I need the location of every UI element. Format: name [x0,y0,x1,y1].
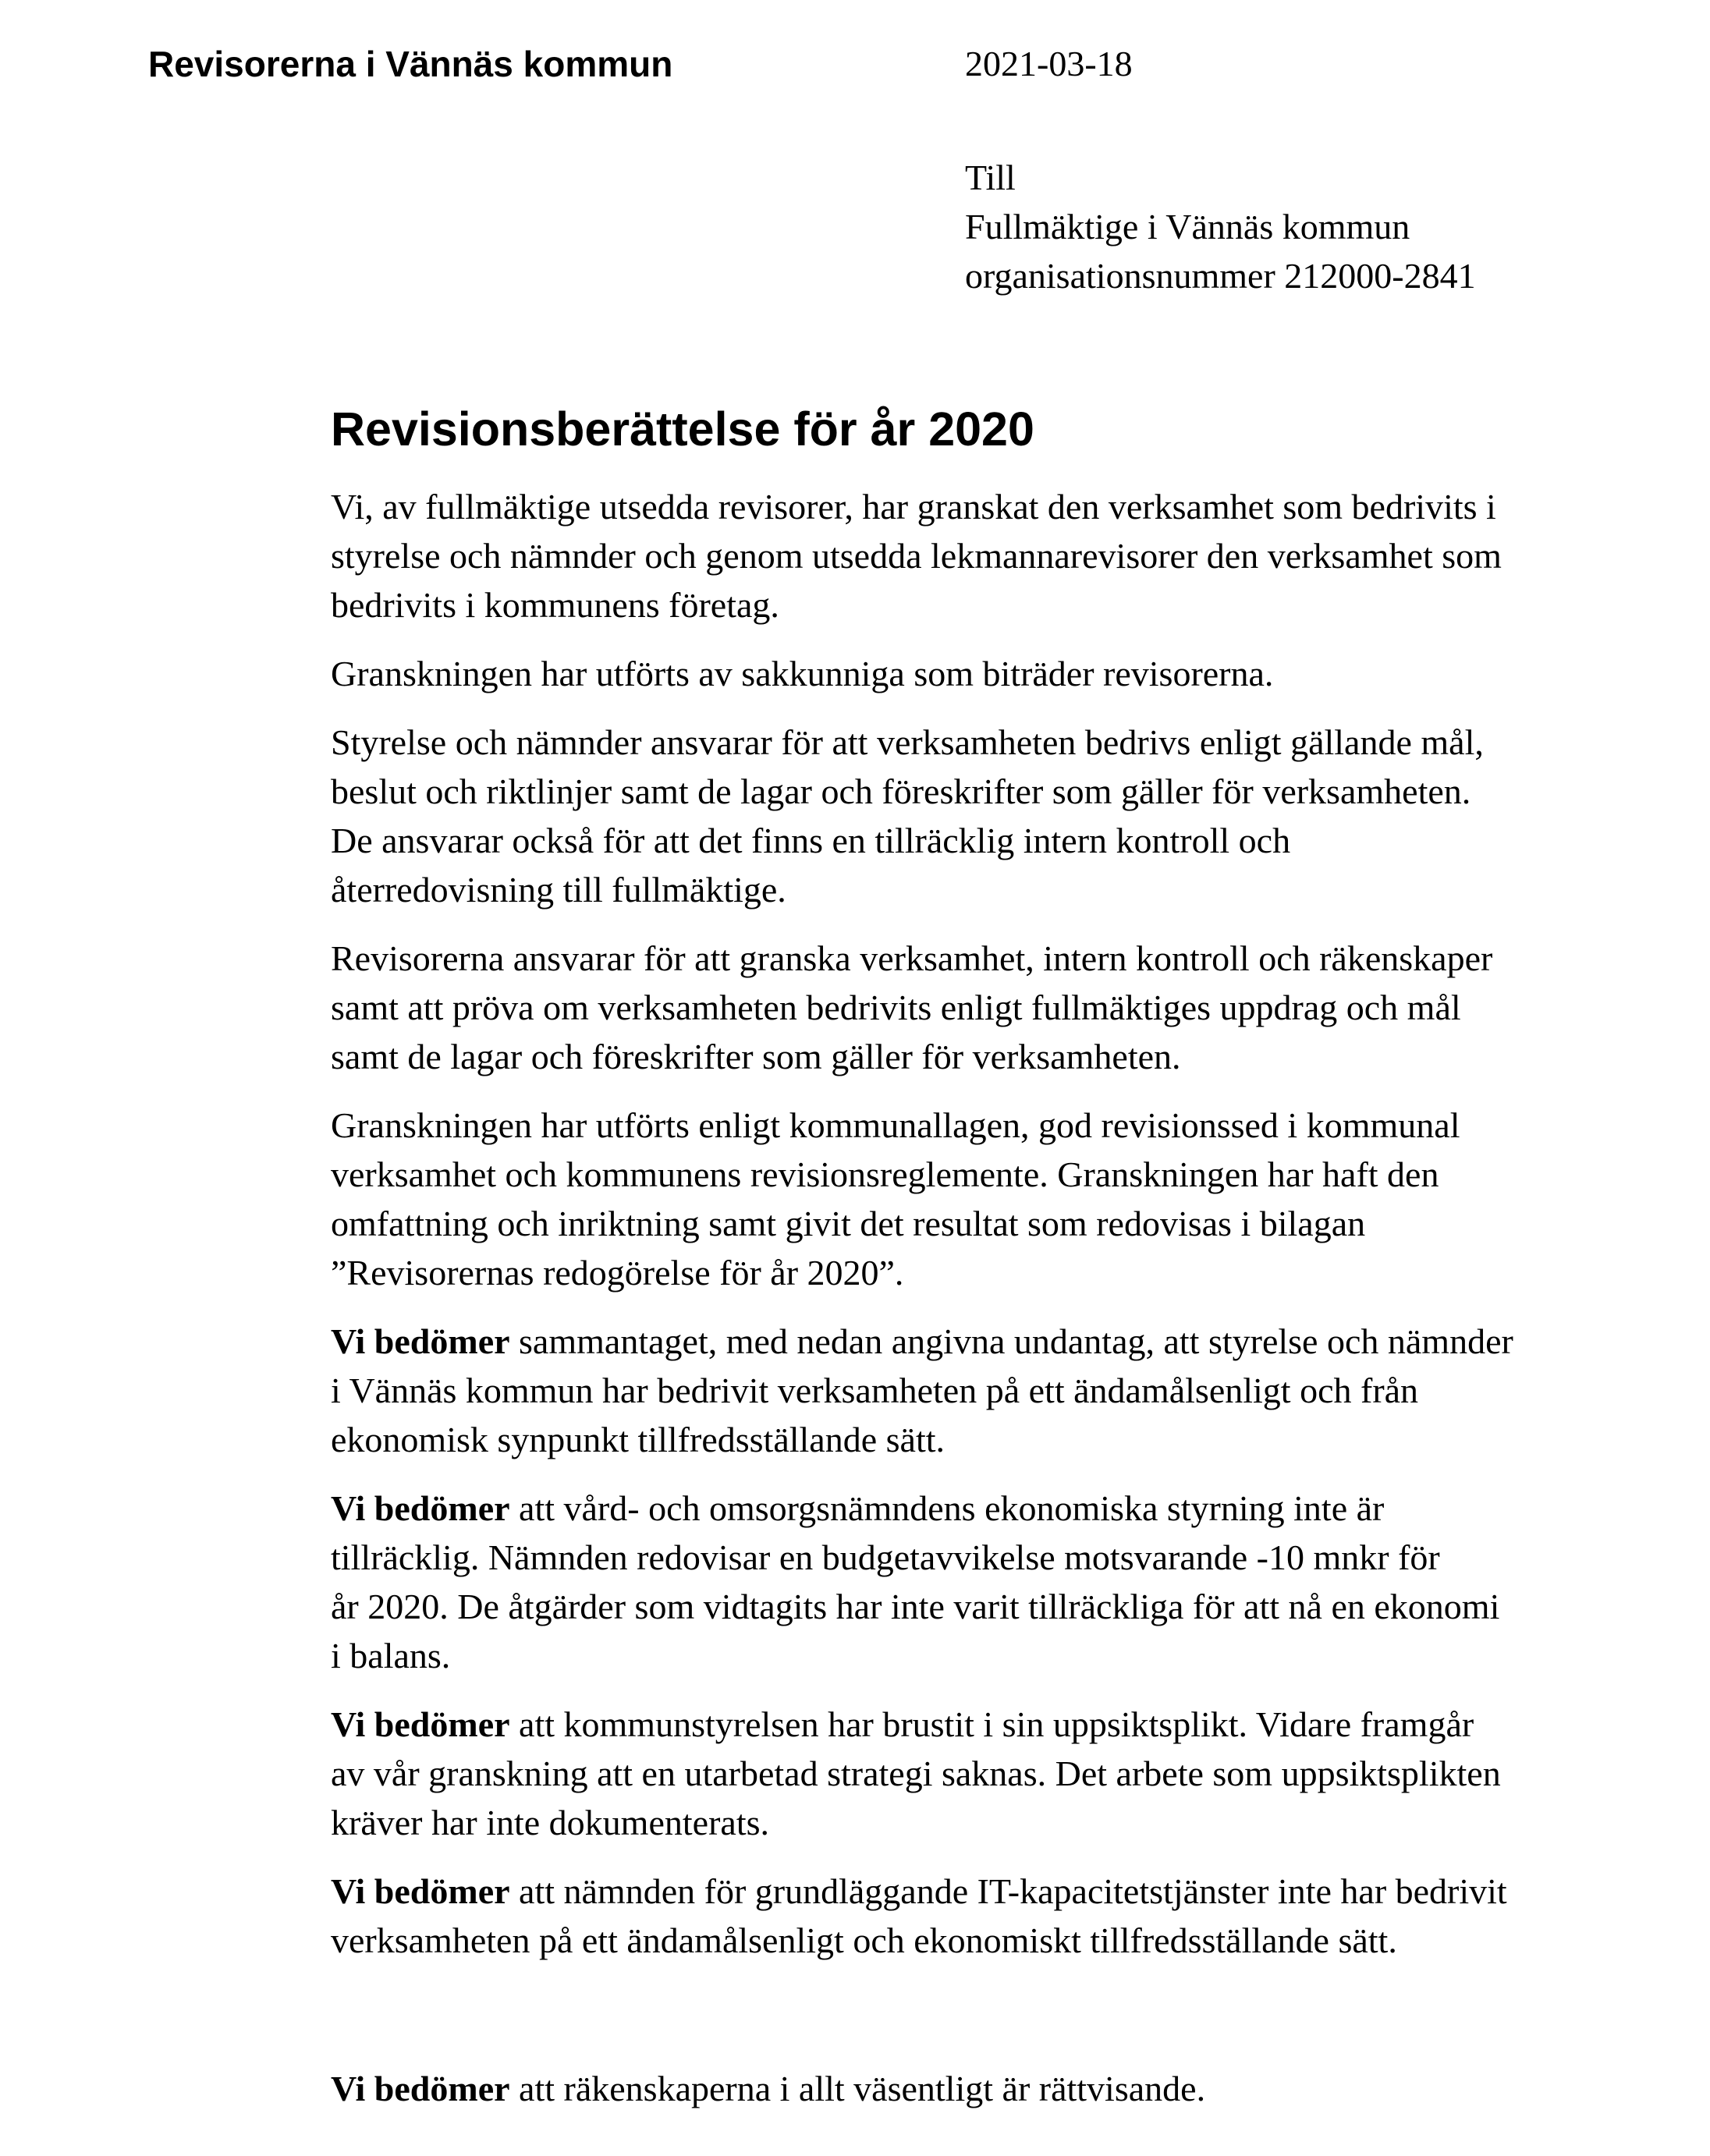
paragraph [331,649,1641,698]
paragraph-line: Granskningen har utförts enligt kommunallagen, god revisionssed i kommunal [331,1105,1460,1145]
assessment-paragraph [331,1484,1641,1680]
organization-name: Revisorerna i Vännäs kommun [148,44,673,84]
recipient-line: Till [965,158,1016,197]
paragraph-line: att kommunstyrelsen har brustit i sin uppsiktsplikt. Vidare framgår [509,1704,1474,1744]
assessment-paragraph [331,1867,1641,1965]
paragraph-line: att vård- och omsorgsnämndens ekonomiska styrning inte är [509,1488,1385,1528]
paragraph-line: verksamheten på ett ändamålsenligt och ekonomiskt tillfredsställande sätt. [331,1920,1397,1960]
paragraph-line: år 2020. De åtgärder som vidtagits har inte varit tillräckliga för att nå en ekonomi [331,1587,1500,1626]
assessment-lead: Vi bedömer [331,1871,510,1911]
paragraph [331,482,1641,629]
paragraph-line: De ansvarar också för att det finns en tillräcklig intern kontroll och [331,821,1291,860]
paragraph-line: kräver har inte dokumenterats. [331,1803,769,1842]
paragraph-line: beslut och riktlinjer samt de lagar och föreskrifter som gäller för verksamheten. [331,771,1471,811]
paragraph-line: i balans. [331,1636,451,1676]
paragraph-line: bedrivits i kommunens företag. [331,585,779,625]
document-body [331,482,1641,2133]
paragraph-line: Styrelse och nämnder ansvarar för att verksamheten bedrivs enligt gällande mål, [331,722,1484,762]
assessment-paragraph [331,2064,1641,2113]
document-title: Revisionsberättelse för år 2020 [331,402,1034,456]
paragraph-line: Vi, av fullmäktige utsedda revisorer, har granskat den verksamhet som bedrivits i [331,487,1496,527]
paragraph [331,718,1641,914]
paragraph-line: sammantaget, med nedan angivna undantag, att styrelse och nämnder [509,1321,1513,1361]
paragraph-line: att nämnden för grundläggande IT-kapacitetstjänster inte har bedrivit [509,1871,1507,1911]
paragraph [331,1101,1641,1297]
recipient-line: organisationsnummer 212000-2841 [965,256,1476,296]
paragraph-line: tillräcklig. Nämnden redovisar en budgetavvikelse motsvarande -10 mnkr för [331,1537,1440,1577]
paragraph-line: omfattning och inriktning samt givit det resultat som redovisas i bilagan [331,1204,1366,1243]
paragraph-line: ”Revisorernas redogörelse för år 2020”. [331,1253,904,1293]
paragraph [331,934,1641,1081]
document-date: 2021-03-18 [965,44,1133,83]
assessment-lead: Vi bedömer [331,2069,510,2108]
paragraph-line: samt att pröva om verksamheten bedrivits enligt fullmäktiges uppdrag och mål [331,988,1461,1027]
assessment-lead: Vi bedömer [331,1704,510,1744]
recipient-block [965,153,1476,300]
assessment-lead: Vi bedömer [331,1321,510,1361]
assessment-paragraph [331,1700,1641,1847]
paragraph-line: samt de lagar och föreskrifter som gäller för verksamheten. [331,1037,1181,1076]
assessment-paragraph [331,1317,1641,1464]
paragraph-line: ekonomisk synpunkt tillfredsställande sätt. [331,1420,945,1459]
paragraph-line: återredovisning till fullmäktige. [331,870,786,910]
paragraph-line: i Vännäs kommun har bedrivit verksamheten på ett ändamålsenligt och från [331,1371,1419,1410]
paragraph-line: att räkenskaperna i allt väsentligt är rättvisande. [509,2069,1206,2108]
paragraph-line: verksamhet och kommunens revisionsreglemente. Granskningen har haft den [331,1154,1439,1194]
recipient-line: Fullmäktige i Vännäs kommun [965,207,1410,246]
paragraph-line: styrelse och nämnder och genom utsedda lekmannarevisorer den verksamhet som [331,536,1502,576]
paragraph-line: Revisorerna ansvarar för att granska verksamhet, intern kontroll och räkenskaper [331,938,1493,978]
paragraph-line: av vår granskning att en utarbetad strategi saknas. Det arbete som uppsiktsplikten [331,1754,1501,1793]
assessment-lead: Vi bedömer [331,1488,510,1528]
paragraph-line: Granskningen har utförts av sakkunniga som biträder revisorerna. [331,654,1274,693]
